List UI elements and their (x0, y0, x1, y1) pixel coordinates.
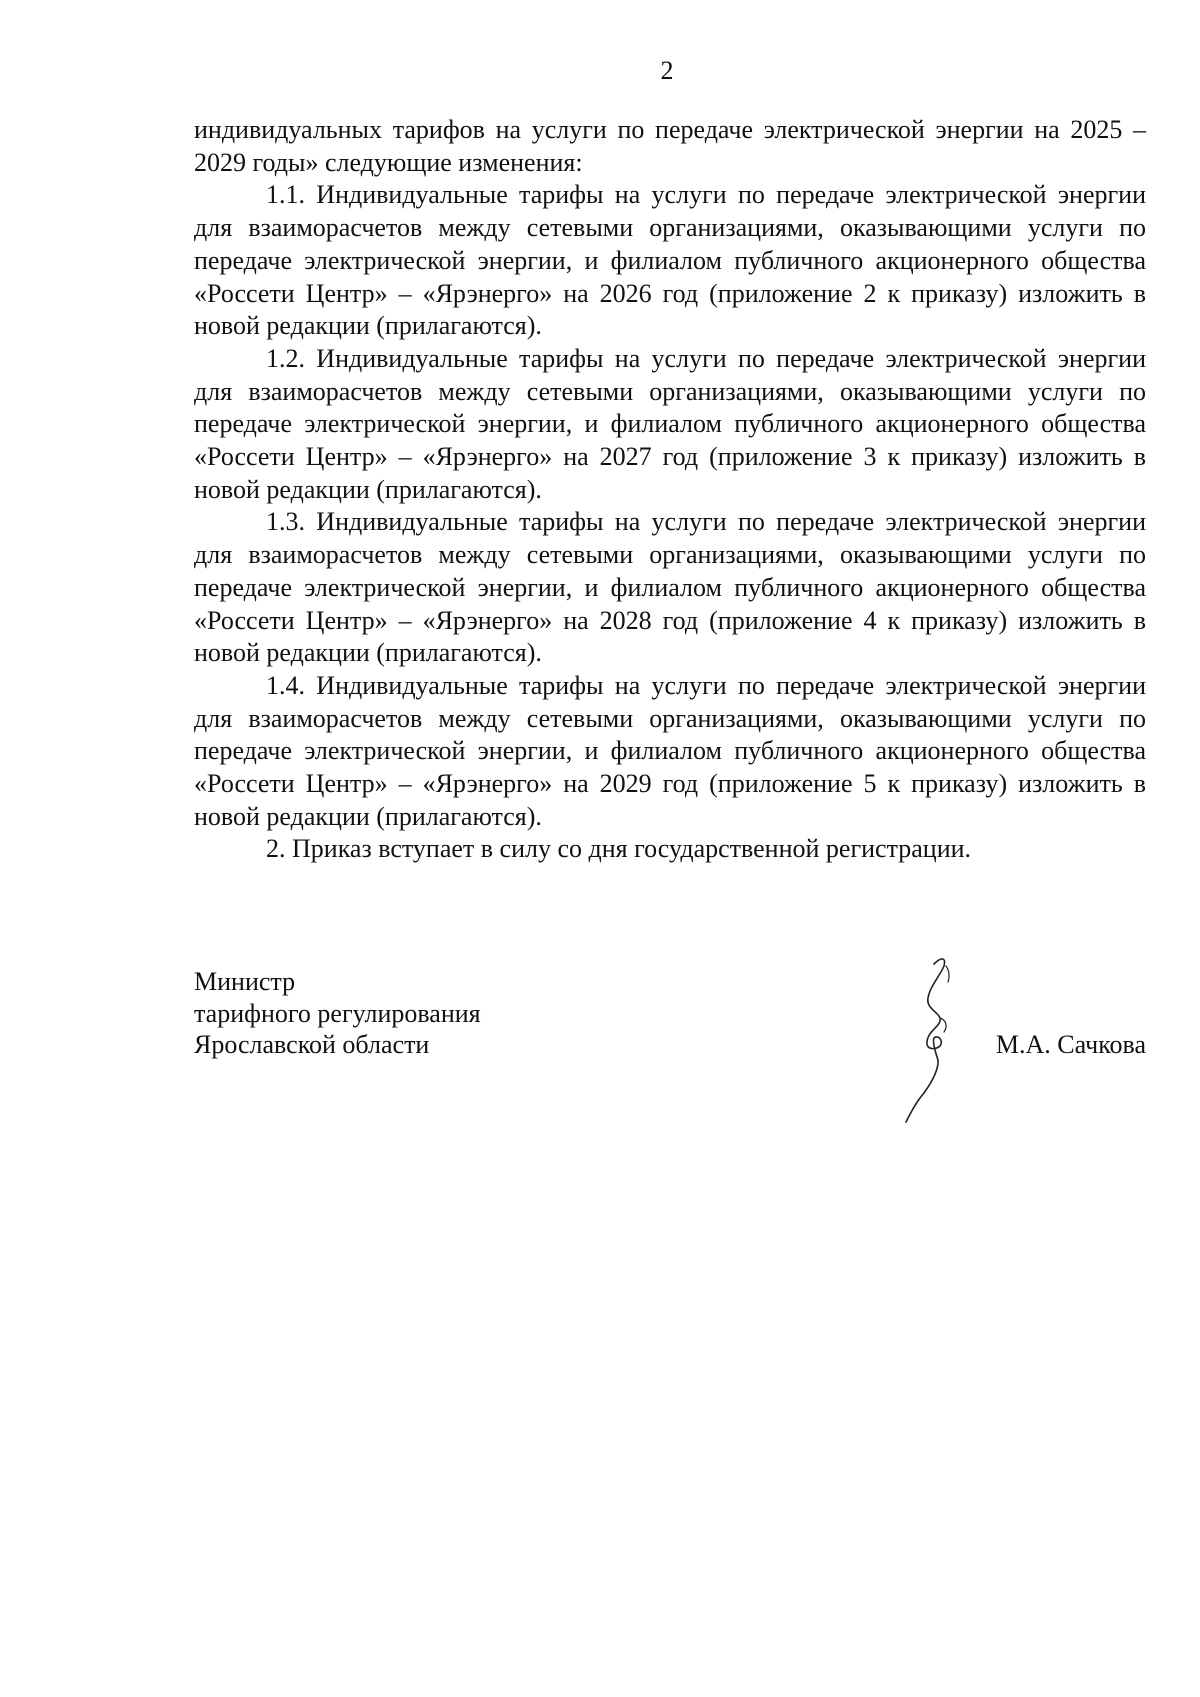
item-1-3-paragraph: 1.3. Индивидуальные тарифы на услуги по передаче электрической энергии для взаиморасчетов между сетевыми организациями, оказывающими услуги по передаче электрической энергии, и филиалом публичного акционерного общества «Россети Центр» – «Ярэнерго» на 2028 год (приложение 4 к приказу) изложить в новой редакции (прилагаются). (194, 507, 1146, 668)
intro-paragraph: индивидуальных тарифов на услуги по передаче электрической энергии на 2025 – 2029 годы» следующие изменения: (194, 115, 1146, 177)
signer-title-line: тарифного регулирования (194, 998, 481, 1028)
item-2-paragraph: 2. Приказ вступает в силу со дня государственной регистрации. (266, 834, 972, 864)
signer-title (194, 966, 481, 1061)
item-1-4-paragraph: 1.4. Индивидуальные тарифы на услуги по передаче электрической энергии для взаиморасчетов между сетевыми организациями, оказывающими услуги по передаче электрической энергии, и филиалом публичного акционерного общества «Россети Центр» – «Ярэнерго» на 2029 год (приложение 5 к приказу) изложить в новой редакции (прилагаются). (194, 670, 1146, 831)
page-number: 2 (660, 56, 674, 85)
item-1-2-paragraph: 1.2. Индивидуальные тарифы на услуги по передаче электрической энергии для взаиморасчетов между сетевыми организациями, оказывающими услуги по передаче электрической энергии, и филиалом публичного акционерного общества «Россети Центр» – «Ярэнерго» на 2027 год (приложение 3 к приказу) изложить в новой редакции (прилагаются). (194, 343, 1146, 504)
signer-name: М.А. Сачкова (995, 1030, 1146, 1059)
handwritten-signature (894, 946, 984, 1136)
signer-title-line: Министр (194, 967, 296, 996)
signer-title-line: Ярославской области (194, 1030, 430, 1059)
item-1-1-paragraph: 1.1. Индивидуальные тарифы на услуги по передаче электрической энергии для взаиморасчетов между сетевыми организациями, оказывающими услуги по передаче электрической энергии, и филиалом публичного акционерного общества «Россети Центр» – «Ярэнерго» на 2026 год (приложение 2 к приказу) изложить в новой редакции (прилагаются). (194, 180, 1146, 341)
document-body (194, 114, 1146, 866)
signature-block (194, 966, 1146, 1166)
